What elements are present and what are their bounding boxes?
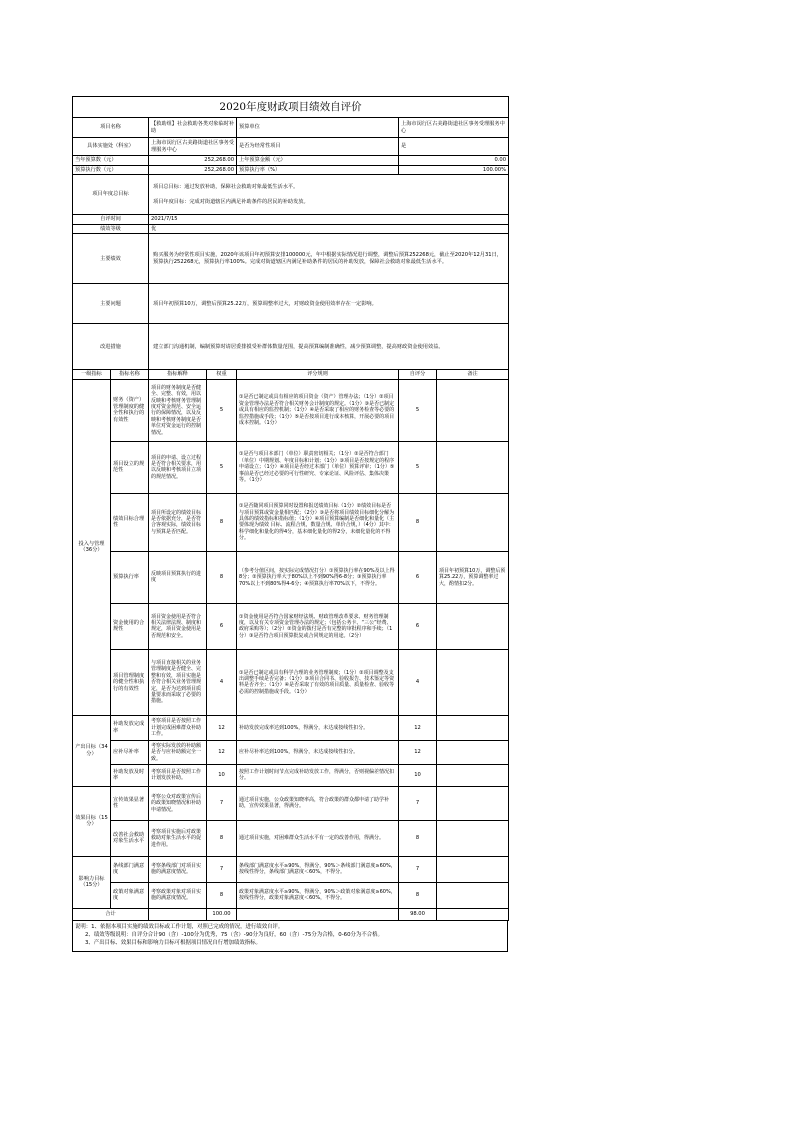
indicator-rule: 通过项目实施，对困难群众生活水平有一定的改善作用，得满分。 xyxy=(237,820,399,856)
indicator-name: 补助发放完成率 xyxy=(111,715,149,740)
indicator-desc: 考察项目实施后对政策救助对象生活水平的促进作用。 xyxy=(149,820,207,856)
last-year-label: 上年预算金额（元） xyxy=(237,156,399,166)
dept-label: 具体实施处（科室） xyxy=(73,138,149,156)
level1-indicator: 效果目标（15分） xyxy=(73,786,111,856)
indicator-row xyxy=(73,820,509,856)
level1-indicator: 投入与管理（36分） xyxy=(73,379,111,715)
indicator-row xyxy=(73,715,509,740)
measure-label: 改进措施 xyxy=(73,324,149,370)
indicator-name: 补助发放及时率 xyxy=(111,764,149,786)
indicator-row xyxy=(73,379,509,441)
total-weight: 100.00 xyxy=(207,908,237,920)
indicator-score: 10 xyxy=(399,764,437,786)
indicator-score: 12 xyxy=(399,715,437,740)
note-line: 3、产出目标、效果目标和影响力目标可根据项目情况自行增加绩效指标。 xyxy=(85,939,261,946)
indicator-note xyxy=(437,715,509,740)
indicator-rule: ①是否已制定或具有相应的项目资金（资产）管理办法；（1分）②项目资金管理办法是否符合相关财务会计制度的规定。（1分）③是否已制定或具有相应的监控机制；（1分）④是否采取了相应的财务检查等必要的监控措施或手段；（1分）⑤是否按项目进行成本核算，开展必要的项目成本控制。（1分） xyxy=(237,379,399,441)
indicator-name: 财务（资产）管理制度的健全性和执行的有效性 xyxy=(111,379,149,441)
indicator-row xyxy=(73,603,509,649)
indicator-score: 7 xyxy=(399,786,437,820)
exec-rate-value: 100.00% xyxy=(399,165,509,175)
indicator-row xyxy=(73,856,509,882)
indicator-desc: 项目的申请、设立过程是否符合相关要求，用以反映和考核项目立项的规范情况。 xyxy=(149,441,207,493)
total-empty xyxy=(149,908,207,920)
level1-indicator: 产出目标（34分） xyxy=(73,715,111,786)
indicator-desc: 考察政策对象对项目实施的满意度情况。 xyxy=(149,882,207,908)
indicator-score: 8 xyxy=(399,820,437,856)
indicator-row xyxy=(73,649,509,715)
indicator-score: 5 xyxy=(399,379,437,441)
goal-overall: 项目总目标：通过发放补助，保障社会救助对象最低生活水平。 xyxy=(153,184,299,191)
indicator-weight: 12 xyxy=(207,740,237,764)
indicator-name: 条线部门满意度 xyxy=(111,856,149,882)
indicator-weight: 5 xyxy=(207,379,237,441)
header-desc: 指标解释 xyxy=(149,370,207,380)
perf-label: 主要绩效 xyxy=(73,234,149,284)
indicator-row xyxy=(73,493,509,551)
indicator-desc: 考察公众对政策宣传后的政策知晓情况和补助申请情况。 xyxy=(149,786,207,820)
indicator-desc: 考察实际发放的补助额是否与应补助额完全一致。 xyxy=(149,740,207,764)
eval-time-value: 2021/7/15 xyxy=(149,215,509,225)
indicator-desc: 反映项目预算执行的进度 xyxy=(149,551,207,603)
indicator-weight: 8 xyxy=(207,551,237,603)
indicator-name: 项目管理制度的健全性和执行的有效性 xyxy=(111,649,149,715)
executed-label: 预算执行数（元） xyxy=(73,165,149,175)
indicator-rule: 应补尽补率达到100%，得满分，未达成按线性扣分。 xyxy=(237,740,399,764)
indicator-score: 6 xyxy=(399,551,437,603)
indicator-weight: 7 xyxy=(207,856,237,882)
indicator-weight: 4 xyxy=(207,649,237,715)
goal-year: 项目年度目标：完成对街道辖区内满足补助条件的居民的补助发放。 xyxy=(153,198,309,205)
total-label: 合计 xyxy=(73,908,149,920)
header-indicator: 指标名称 xyxy=(111,370,149,380)
indicator-weight: 8 xyxy=(207,820,237,856)
indicator-desc: 与项目直接相关的业务管理制度是否健全、完整和有效，项目实施是否符合相关业务管理规定，是否为达到项目质量要求而采取了必要的措施。 xyxy=(149,649,207,715)
indicator-score: 5 xyxy=(399,441,437,493)
indicator-desc: 项目的财务制度是否健全、完整、有效，用以反映和考核财务管理制度对资金规范、安全运行的保障情况，以及反映和考核财务制度是否单位对资金运行的控制情况。 xyxy=(149,379,207,441)
indicator-rule: 按照工作计划时间节点完成补助发放工作，得满分，否则视偏差情况扣分。 xyxy=(237,764,399,786)
indicator-rule: ①是否随同项目预算同时设置和报送绩效目标（1分）②绩效目标是否与项目预算或资金量相匹配；（2分）③是否将项目绩效目标细化分解为具体的绩效指标和指标值；（1分）④项目预算编制是否细化和量化（主要体现为绩效 目标、流程合规，数量合规、单价合规，）（4分）其中：科学细化和量化的得4分，基本细化量化的得2分，未细化量化的不得分。 xyxy=(237,493,399,551)
indicator-row xyxy=(73,551,509,603)
header-weight: 权重 xyxy=(207,370,237,380)
indicator-note xyxy=(437,882,509,908)
indicator-note xyxy=(437,441,509,493)
header-note: 备注 xyxy=(437,370,509,380)
indicator-weight: 8 xyxy=(207,493,237,551)
current-budget-value: 252,268.00 xyxy=(149,156,237,166)
grade-label: 绩效等级 xyxy=(73,224,149,234)
problem-value: 项目年初预算10万，调整后预算25.22万，预算调整率过大，对财政资金使用效率存在一定影响。 xyxy=(149,284,509,324)
indicator-score: 12 xyxy=(399,740,437,764)
indicator-weight: 7 xyxy=(207,786,237,820)
header-level1: 一级指标 xyxy=(73,370,111,380)
indicator-desc: 项目资金使用是否符合相关法律法规、制度和规定，项目资金使用是否规范和安全。 xyxy=(149,603,207,649)
indicator-rule: 政策对象满意度水平≥90%，得满分，90%＞政策对象满意度≥60%，按线性得分，政策对象满意度＜60%，不得分。 xyxy=(237,882,399,908)
indicator-name: 资金使用的合规性 xyxy=(111,603,149,649)
total-row xyxy=(73,908,509,920)
indicator-rule: （参考分值区间，按实际完成情况打分）①预算执行率在90%及以上得8分；②预算执行率大于80%以上不到90%得6-8分；③预算执行率70%以上不到80%得4-6分；④预算执行率70%以下，不得分。 xyxy=(237,551,399,603)
indicator-weight: 12 xyxy=(207,715,237,740)
total-empty xyxy=(237,908,399,920)
indicator-weight: 5 xyxy=(207,441,237,493)
exec-rate-label: 预算执行率（%） xyxy=(237,165,399,175)
indicator-name: 改善社会救助对象生活水平 xyxy=(111,820,149,856)
indicator-score: 8 xyxy=(399,882,437,908)
level1-indicator: 影响力目标（15分） xyxy=(73,856,111,908)
indicator-name: 预算执行率 xyxy=(111,551,149,603)
indicator-rule: ①资金使用是否符合国家财经法规、财政管理改革要求、财务管理制度，以及有关专项资金管理办法的规定；（包括公务卡、“三公”经费、政府采购等）；（2分）②资金的拨付是否有完整的审批程序和手续；（1分）③是否符合项目预算批复或合同规定的用途。（2分） xyxy=(237,603,399,649)
indicator-note xyxy=(437,493,509,551)
indicator-name: 应补尽补率 xyxy=(111,740,149,764)
indicator-row xyxy=(73,441,509,493)
note-line: 说明：1、依据本项目实施的绩效目标或工作计划，对照已完成的情况，进行绩效自评。 xyxy=(75,923,284,930)
problem-label: 主要问题 xyxy=(73,284,149,324)
eval-time-label: 自评时间 xyxy=(73,215,149,225)
recurring-label: 是否为经常性项目 xyxy=(237,138,399,156)
indicator-name: 政策对象满意度 xyxy=(111,882,149,908)
indicator-desc: 考察项目是否按照工作计划发放补助。 xyxy=(149,764,207,786)
indicator-name: 项目设立的规范性 xyxy=(111,441,149,493)
indicator-note xyxy=(437,820,509,856)
indicator-note xyxy=(437,740,509,764)
indicator-weight: 6 xyxy=(207,603,237,649)
recurring-value: 是 xyxy=(399,138,509,156)
current-budget-label: 当年预算数（元） xyxy=(73,156,149,166)
page-title: 2020年度财政项目绩效自评价 xyxy=(73,97,509,118)
measure-value: 建立部门沟通机制，编制预算时请居委排摸受补群体数量范围，提高预算编制准确性，减少预算调整，提高财政资金使用效益。 xyxy=(149,324,509,370)
indicator-score: 4 xyxy=(399,649,437,715)
indicator-desc: 项目所设定的绩效目标是否依据充分，是否符合客观实际，绩效目标与预算是否匹配。 xyxy=(149,493,207,551)
evaluation-table xyxy=(72,96,509,921)
project-name-label: 项目名称 xyxy=(73,118,149,138)
indicator-note xyxy=(437,764,509,786)
total-empty xyxy=(437,908,509,920)
indicator-note xyxy=(437,603,509,649)
notes xyxy=(72,921,508,952)
goal-content xyxy=(149,175,509,215)
executed-value: 252,268.00 xyxy=(149,165,237,175)
indicator-weight: 10 xyxy=(207,764,237,786)
last-year-value: 0.00 xyxy=(399,156,509,166)
indicator-rule: ①是否与项目本部门（单位）职责密切相关；（1分）②是否符合部门（单位）中期规划、年度目标和计划；（1分）③项目是否按规定的程序申请设立；（1分）④项目是否经过本部门（单位）预算评审；（1分）⑤事前是否已经过必要的可行性研究、专家论证、风险评估、集体决策等。（1分） xyxy=(237,441,399,493)
indicator-rule: 条线部门满意度水平≥90%，得满分，90%＞条线部门满意度≥60%，按线性得分，条线部门满意度＜60%，不得分。 xyxy=(237,856,399,882)
indicator-name: 宣传效果显著性 xyxy=(111,786,149,820)
indicator-desc: 考察条线部门对项目实施的满意度情况。 xyxy=(149,856,207,882)
perf-value: 购买服务为经常性项目实施，2020年该项目年初预算安排100000元，年中根据实际情况进行调整，调整后预算252268元，截止至2020年12月31日，预算执行252268元，预算执行率100%。完成对街道辖区内满足补助条件的居民的补助发放，保障社会救助对象最低生活水平。 xyxy=(149,234,509,284)
indicator-score: 7 xyxy=(399,856,437,882)
indicator-note xyxy=(437,379,509,441)
indicator-name: 绩效目标合理性 xyxy=(111,493,149,551)
dept-value: 上海市闵行区古美路街道社区事务受理服务中心 xyxy=(149,138,237,156)
grade-value: 优 xyxy=(149,224,509,234)
indicator-row xyxy=(73,882,509,908)
project-name-value: 【救助组】社会救助各类对象临时补助 xyxy=(149,118,237,138)
indicator-desc: 考察项目是否按照工作计划完成困难群众补助工作。 xyxy=(149,715,207,740)
indicator-note xyxy=(437,649,509,715)
header-score: 自评分 xyxy=(399,370,437,380)
indicator-rule: 补助发放完成率达到100%，得满分，未达成按线性扣分。 xyxy=(237,715,399,740)
indicator-rule: ①是否已制定或具有科学合理的业务管理制度；（1分）②项目调整及支出调整手续是否完备；（1分）③项目合同书、验收报告、技术鉴定等资料是否齐全；（1分）④是否采取了有效的项目质量、质量检查、验收等必需的控制措施或手段。（1分） xyxy=(237,649,399,715)
indicator-row xyxy=(73,740,509,764)
budget-unit-value: 上海市闵行区古美路街道社区事务受理服务中心 xyxy=(399,118,509,138)
indicator-weight: 8 xyxy=(207,882,237,908)
indicator-row xyxy=(73,764,509,786)
evaluation-sheet xyxy=(72,96,508,952)
budget-unit-label: 预算单位 xyxy=(237,118,399,138)
indicator-score: 6 xyxy=(399,603,437,649)
indicator-score: 8 xyxy=(399,493,437,551)
total-score: 98.00 xyxy=(399,908,437,920)
indicator-note xyxy=(437,856,509,882)
indicator-rule: 通过项目实施，公众政策知晓率高，符合政策的群众都申请了助学补助，宣传效果显著，得满分。 xyxy=(237,786,399,820)
goal-label: 项目年度总目标 xyxy=(73,175,149,215)
indicator-note: 项目年初预算10万，调整后预算25.22万，预算调整率过大，酌情扣2分。 xyxy=(437,551,509,603)
indicator-row xyxy=(73,786,509,820)
header-rule: 评分规则 xyxy=(237,370,399,380)
indicator-note xyxy=(437,786,509,820)
header-row xyxy=(73,370,509,380)
note-line: 2、绩效等级说明：自评分合计90（含）-100分为优秀，75（含）-90分为良好，60（含）-75分为合格，0-60分为不合格。 xyxy=(85,931,383,938)
